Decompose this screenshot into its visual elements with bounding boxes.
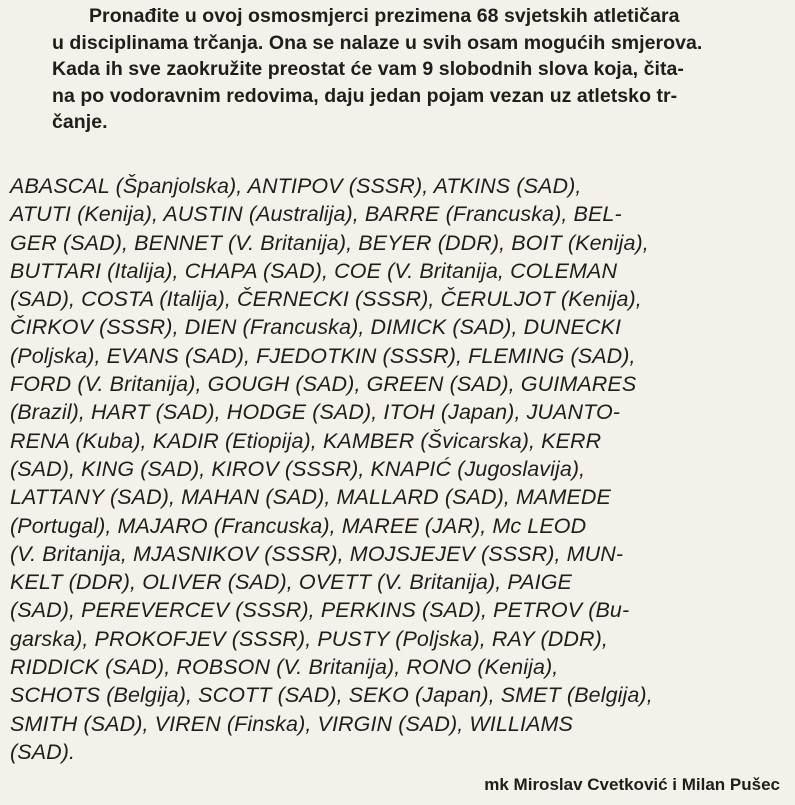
puzzle-instructions <box>52 3 787 136</box>
athlete-list <box>10 172 790 766</box>
athlete-list-line: (Brazil), HART (SAD), HODGE (SAD), ITOH (Japan), JUANTO- <box>10 400 621 425</box>
athlete-list-line: ATUTI (Kenija), AUSTIN (Australija), BARRE (Francuska), BEL- <box>10 202 622 227</box>
instruction-line: u disciplinama trčanja. Ona se nalaze u svih osam mogućih smjerova. <box>52 31 703 54</box>
athlete-list-line: GER (SAD), BENNET (V. Britanija), BEYER (DDR), BOIT (Kenija), <box>10 230 649 255</box>
athlete-list-line: (SAD), PEREVERCEV (SSSR), PERKINS (SAD), PETROV (Bu- <box>10 598 630 623</box>
athlete-list-line: (V. Britanija, MJASNIKOV (SSSR), MOJSJEJEV (SSSR), MUN- <box>10 541 624 566</box>
athlete-list-line: SCHOTS (Belgija), SCOTT (SAD), SEKO (Japan), SMET (Belgija), <box>10 683 653 708</box>
athlete-list-line: (SAD), COSTA (Italija), ČERNECKI (SSSR), ČERULJOT (Kenija), <box>10 287 642 312</box>
athlete-list-line: KELT (DDR), OLIVER (SAD), OVETT (V. Britanija), PAIGE <box>10 570 573 595</box>
athlete-list-line: (Poljska), EVANS (SAD), FJEDOTKIN (SSSR), FLEMING (SAD), <box>10 343 636 368</box>
athlete-list-line: RIDDICK (SAD), ROBSON (V. Britanija), RONO (Kenija), <box>10 655 559 680</box>
athlete-list-line: RENA (Kuba), KADIR (Etiopija), KAMBER (Švicarska), KERR <box>10 428 602 453</box>
athlete-list-line: ČIRKOV (SSSR), DIEN (Francuska), DIMICK (SAD), DUNECKI <box>10 315 622 340</box>
athlete-list-line: (SAD). <box>10 739 76 764</box>
author-signature: mk Miroslav Cvetković i Milan Pušec <box>484 775 780 794</box>
instruction-line: Kada ih sve zaokružite preostat će vam 9 slobodnih slova koja, čita- <box>52 58 684 80</box>
athlete-list-line: LATTANY (SAD), MAHAN (SAD), MALLARD (SAD), MAMEDE <box>10 485 611 510</box>
athlete-list-line: (SAD), KING (SAD), KIROV (SSSR), KNAPIĆ (Jugoslavija), <box>10 456 586 481</box>
instruction-line: čanje. <box>52 111 108 133</box>
instruction-line: Pronađite u ovoj osmosmjerci prezimena 68 svjetskih atletičara <box>89 5 680 27</box>
instruction-line: na po vodoravnim redovima, daju jedan pojam vezan uz atletsko tr- <box>52 84 678 107</box>
athlete-list-line: FORD (V. Britanija), GOUGH (SAD), GREEN (SAD), GUIMARES <box>10 372 637 397</box>
athlete-list-line: ABASCAL (Španjolska), ANTIPOV (SSSR), ATKINS (SAD), <box>10 174 582 198</box>
athlete-list-line: BUTTARI (Italija), CHAPA (SAD), COE (V. Britanija, COLEMAN <box>10 258 618 283</box>
athlete-list-line: SMITH (SAD), VIREN (Finska), VIRGIN (SAD), WILLIAMS <box>10 711 573 736</box>
athlete-list-line: (Portugal), MAJARO (Francuska), MAREE (JAR), Mc LEOD <box>10 513 587 538</box>
athlete-list-line: garska), PROKOFJEV (SSSR), PUSTY (Poljska), RAY (DDR), <box>10 626 608 651</box>
